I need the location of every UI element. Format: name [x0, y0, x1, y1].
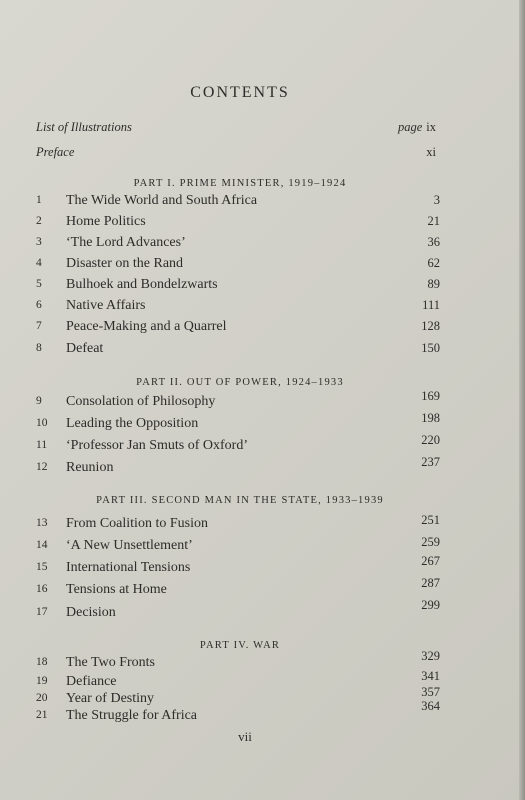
chapter-title: ‘The Lord Advances’	[66, 235, 186, 250]
chapter-number: 12	[36, 461, 48, 473]
chapter-title: The Struggle for Africa	[66, 708, 198, 723]
chapter-page: 267	[421, 554, 440, 568]
chapter-title: Year of Destiny	[66, 691, 155, 706]
chapter-row	[36, 535, 440, 558]
page-label: page	[397, 120, 423, 134]
chapter-title: ‘A New Unsettlement’	[66, 538, 193, 553]
chapter-number: 13	[36, 517, 48, 529]
chapter-number: 7	[36, 320, 42, 332]
chapter-title: Reunion	[66, 460, 114, 475]
chapter-title: The Two Fronts	[66, 655, 155, 670]
contents-title: CONTENTS	[190, 84, 290, 101]
chapter-row	[36, 193, 440, 213]
front-matter-page	[398, 120, 436, 135]
front-matter-row-preface	[36, 145, 436, 163]
chapter-page: 21	[427, 214, 440, 228]
chapter-page: 251	[421, 513, 440, 527]
chapter-row	[36, 554, 440, 580]
chapter-page: 364	[421, 699, 440, 713]
front-matter-title: Preface	[36, 145, 75, 159]
chapter-page: 220	[421, 433, 440, 447]
chapter-number: 14	[36, 539, 48, 551]
chapter-page: 287	[421, 576, 440, 590]
chapter-title: Leading the Opposition	[66, 416, 199, 431]
chapter-page: 89	[427, 277, 440, 291]
chapter-number: 3	[36, 236, 42, 248]
chapter-title: ‘Professor Jan Smuts of Oxford’	[66, 438, 248, 453]
chapter-title: International Tensions	[66, 560, 191, 575]
chapter-page: 341	[421, 669, 440, 683]
chapter-page: 299	[421, 598, 440, 612]
chapter-row	[36, 341, 440, 361]
chapter-number: 18	[36, 656, 48, 668]
chapter-title: Tensions at Home	[66, 582, 167, 597]
chapter-page: 150	[421, 341, 440, 355]
part-heading-3: PART III. SECOND MAN IN THE STATE, 1933–1939	[96, 495, 384, 506]
chapter-row	[36, 433, 440, 458]
chapter-number: 1	[36, 194, 42, 206]
chapter-page: 169	[421, 389, 440, 403]
chapter-title: Decision	[66, 605, 116, 620]
chapter-page: 62	[427, 256, 440, 270]
chapter-title: Defiance	[66, 674, 117, 689]
chapter-title: Peace-Making and a Quarrel	[66, 319, 227, 334]
part-heading-2: PART II. OUT OF POWER, 1924–1933	[136, 377, 344, 388]
chapter-page: 259	[421, 535, 440, 549]
chapter-page: 36	[427, 235, 440, 249]
chapter-row	[36, 319, 440, 339]
front-matter-page: xi	[426, 145, 436, 159]
chapter-number: 21	[36, 709, 48, 721]
chapter-title: Disaster on the Rand	[66, 256, 184, 271]
chapter-title: Defeat	[66, 341, 104, 356]
chapter-row	[36, 576, 440, 602]
chapter-row	[36, 649, 440, 675]
chapter-number: 9	[36, 395, 42, 407]
chapter-number: 17	[36, 606, 48, 618]
chapter-row	[36, 235, 440, 255]
chapter-number: 16	[36, 583, 48, 595]
chapter-row	[36, 411, 440, 436]
chapter-page: 111	[422, 298, 440, 312]
chapter-page: 357	[421, 685, 440, 699]
chapter-page: 3	[433, 193, 440, 207]
chapter-title: Consolation of Philosophy	[66, 394, 216, 409]
chapter-number: 6	[36, 299, 42, 311]
chapter-row	[36, 389, 440, 414]
chapter-page: 329	[421, 649, 440, 663]
chapter-page: 128	[421, 319, 440, 333]
chapter-number: 2	[36, 215, 42, 227]
page-edge	[519, 0, 525, 800]
chapter-row	[36, 513, 440, 536]
chapter-title: From Coalition to Fusion	[66, 516, 208, 531]
chapter-row	[36, 298, 440, 318]
part-heading-1: PART I. PRIME MINISTER, 1919–1924	[133, 178, 347, 189]
part-heading-4: PART IV. WAR	[199, 640, 281, 651]
chapter-row	[36, 214, 440, 234]
chapter-page: 198	[421, 411, 440, 425]
chapter-number: 4	[36, 257, 42, 269]
chapter-row	[36, 256, 440, 276]
chapter-page: 237	[421, 455, 440, 469]
chapter-row	[36, 277, 440, 297]
page-folio: vii	[238, 729, 252, 744]
chapter-row	[36, 598, 440, 625]
chapter-row	[36, 455, 440, 480]
chapter-title: Native Affairs	[66, 298, 146, 313]
chapter-title: Home Politics	[66, 214, 146, 229]
chapter-number: 10	[36, 417, 48, 429]
front-matter-title: List of Illustrations	[36, 120, 132, 134]
chapter-title: Bulhoek and Bondelzwarts	[66, 277, 218, 292]
chapter-row	[36, 699, 440, 728]
chapter-title: The Wide World and South Africa	[66, 193, 258, 208]
chapter-number: 15	[36, 561, 48, 573]
chapter-number: 19	[36, 675, 48, 687]
page-number: ix	[426, 120, 436, 134]
chapter-number: 8	[36, 342, 42, 354]
chapter-number: 11	[36, 439, 48, 451]
front-matter-row-illustrations	[36, 120, 436, 138]
chapter-number: 5	[36, 278, 42, 290]
chapter-number: 20	[36, 692, 48, 704]
